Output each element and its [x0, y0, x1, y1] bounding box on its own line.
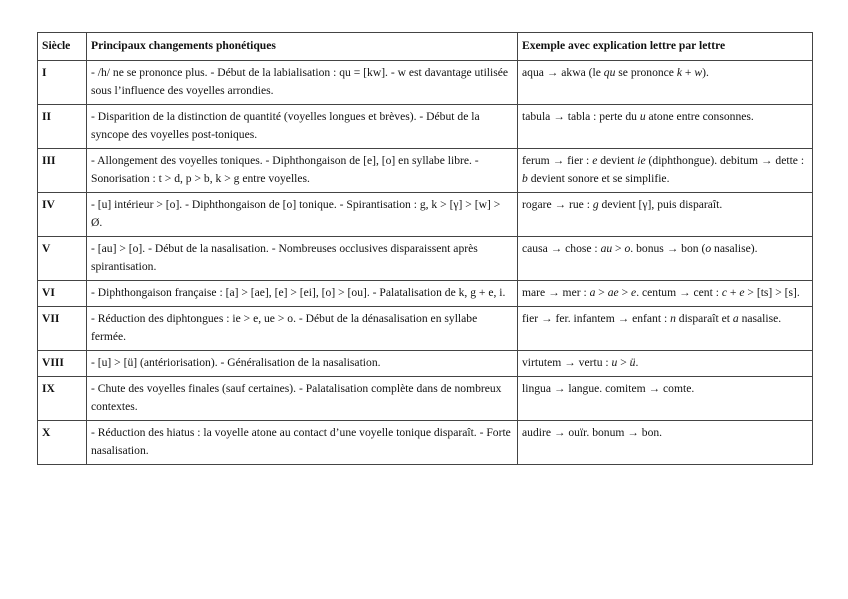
- header-siecle: Siècle: [38, 33, 87, 61]
- table-row: [38, 237, 813, 281]
- cell-exemple: aqua → akwa (le qu se prononce k + w).: [518, 61, 813, 105]
- cell-exemple: lingua → langue. comitem → comte.: [518, 377, 813, 421]
- cell-siecle: II: [38, 105, 87, 149]
- cell-siecle: VII: [38, 307, 87, 351]
- cell-changements: - /h/ ne se prononce plus. - Début de la labialisation : qu = [kw]. - w est davantage utilisée sous l’influence des voyelles arrondies.: [87, 61, 518, 105]
- cell-siecle: V: [38, 237, 87, 281]
- header-changements: Principaux changements phonétiques: [87, 33, 518, 61]
- cell-exemple: fier → fer. infantem → enfant : n disparaît et a nasalise.: [518, 307, 813, 351]
- phonetic-changes-table: [37, 32, 813, 465]
- header-exemple: Exemple avec explication lettre par lettre: [518, 33, 813, 61]
- table-row: [38, 281, 813, 307]
- cell-changements: - Réduction des hiatus : la voyelle atone au contact d’une voyelle tonique disparaît. - Forte nasalisation.: [87, 421, 518, 465]
- cell-exemple: rogare → rue : g devient [γ], puis disparaît.: [518, 193, 813, 237]
- cell-changements: - [u] intérieur > [o]. - Diphthongaison de [o] tonique. - Spirantisation : g, k > [γ] > [w] > Ø.: [87, 193, 518, 237]
- cell-changements: - [au] > [o]. - Début de la nasalisation. - Nombreuses occlusives disparaissent après spirantisation.: [87, 237, 518, 281]
- cell-exemple: ferum → fier : e devient ie (diphthongue). debitum → dette : b devient sonore et se simplifie.: [518, 149, 813, 193]
- cell-exemple: audire → ouïr. bonum → bon.: [518, 421, 813, 465]
- table-body: [38, 61, 813, 465]
- cell-siecle: IX: [38, 377, 87, 421]
- cell-changements: - Disparition de la distinction de quantité (voyelles longues et brèves). - Début de la syncope des voyelles post-toniques.: [87, 105, 518, 149]
- table-row: [38, 421, 813, 465]
- table-row: [38, 377, 813, 421]
- cell-siecle: VIII: [38, 351, 87, 377]
- cell-siecle: X: [38, 421, 87, 465]
- cell-exemple: tabula → tabla : perte du u atone entre consonnes.: [518, 105, 813, 149]
- table-row: [38, 61, 813, 105]
- table-row: [38, 149, 813, 193]
- table-header-row: [38, 33, 813, 61]
- cell-changements: - Chute des voyelles finales (sauf certaines). - Palatalisation complète dans de nombreux contextes.: [87, 377, 518, 421]
- cell-changements: - Allongement des voyelles toniques. - Diphthongaison de [e], [o] en syllabe libre. - Sonorisation : t > d, p > b, k > g entre voyelles.: [87, 149, 518, 193]
- cell-exemple: causa → chose : au > o. bonus → bon (o nasalise).: [518, 237, 813, 281]
- table-row: [38, 193, 813, 237]
- cell-siecle: VI: [38, 281, 87, 307]
- cell-changements: - Réduction des diphtongues : ie > e, ue > o. - Début de la dénasalisation en syllabe fermée.: [87, 307, 518, 351]
- cell-changements: - Diphthongaison française : [a] > [ae], [e] > [ei], [o] > [ou]. - Palatalisation de k, g + e, i.: [87, 281, 518, 307]
- table-row: [38, 105, 813, 149]
- table-row: [38, 351, 813, 377]
- cell-siecle: III: [38, 149, 87, 193]
- cell-siecle: IV: [38, 193, 87, 237]
- cell-exemple: mare → mer : a > ae > e. centum → cent : c + e > [ts] > [s].: [518, 281, 813, 307]
- table-row: [38, 307, 813, 351]
- cell-changements: - [u] > [ü] (antériorisation). - Généralisation de la nasalisation.: [87, 351, 518, 377]
- cell-exemple: virtutem → vertu : u > ü.: [518, 351, 813, 377]
- cell-siecle: I: [38, 61, 87, 105]
